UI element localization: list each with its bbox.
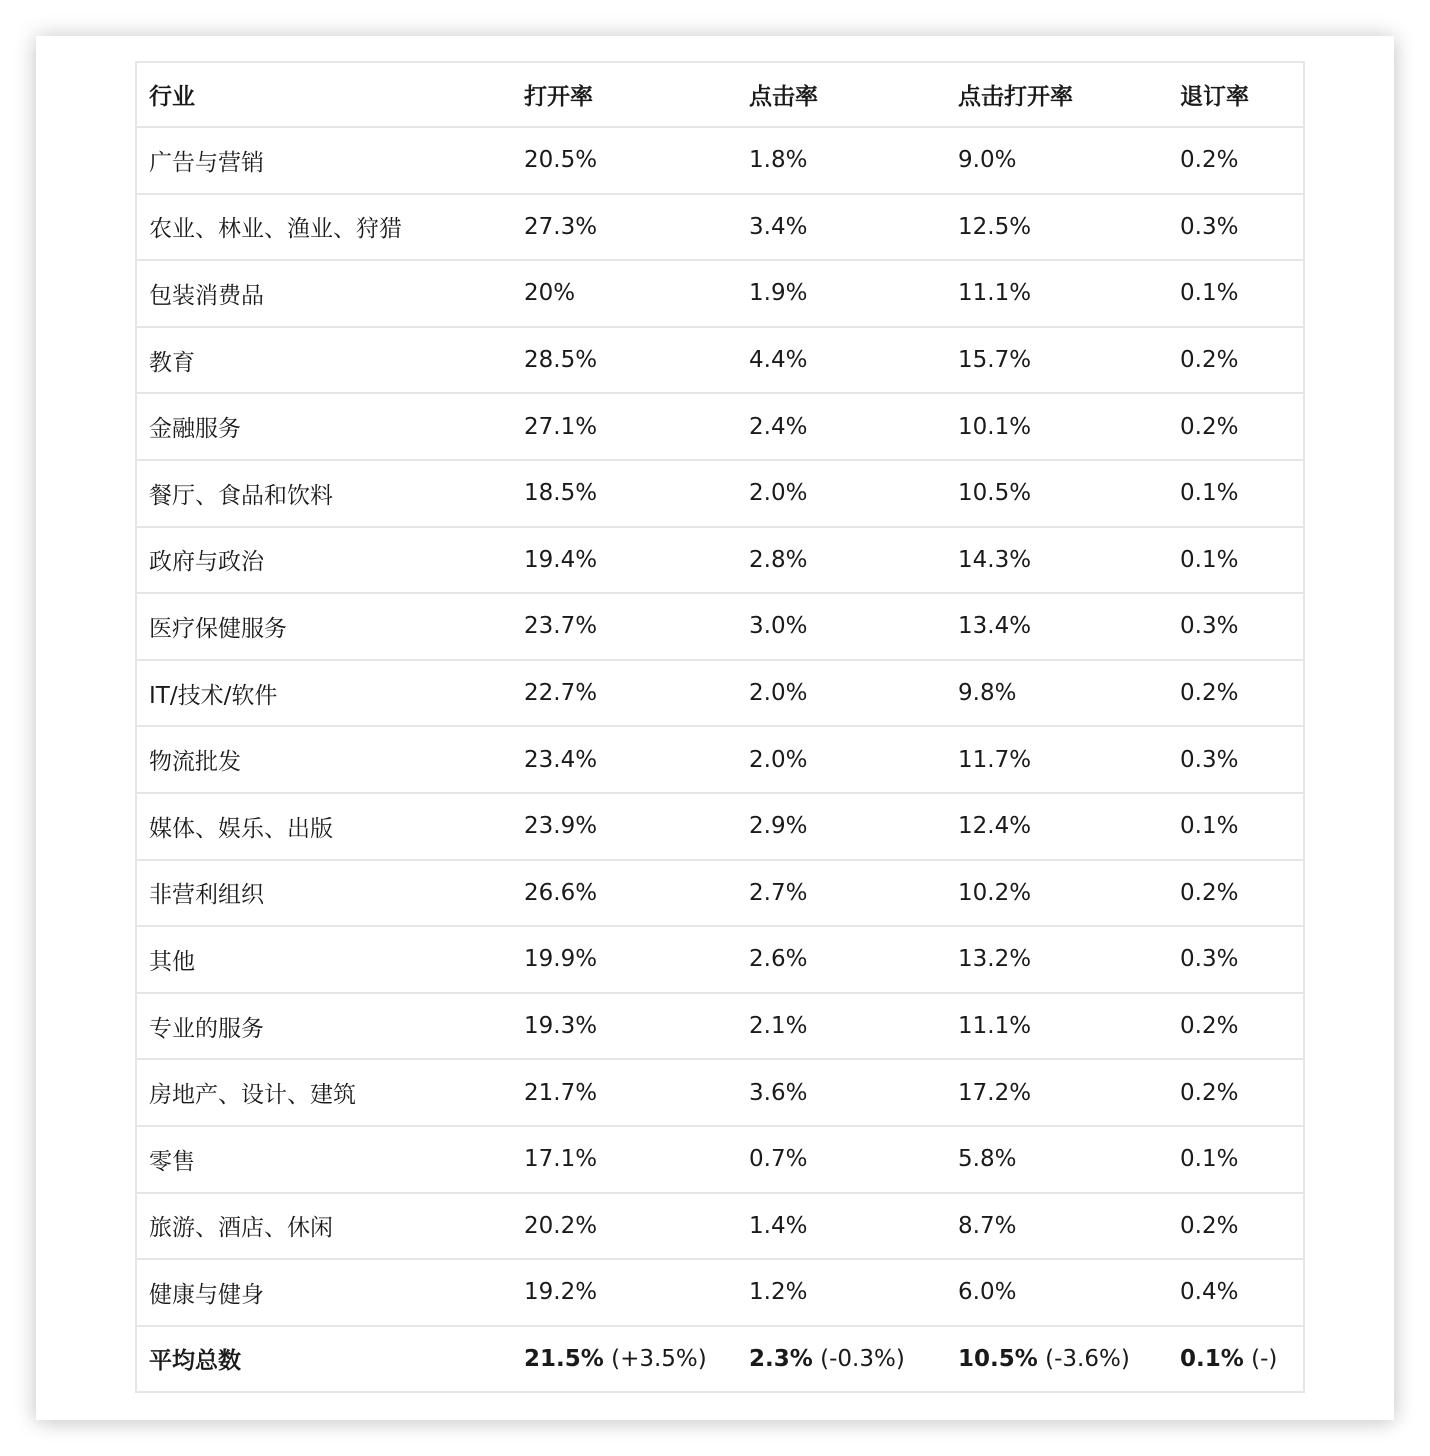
cell-click-rate: 3.0% [737,593,946,660]
cell-click-to-open-rate: 10.1% [946,393,1168,460]
table-row [136,726,1304,793]
table-row [136,327,1304,394]
cell-unsubscribe-rate: 0.2% [1168,327,1304,394]
cell-click-rate: 4.4% [737,327,946,394]
cell-open-rate: 23.9% [512,793,737,860]
cell-click-rate: 0.7% [737,1126,946,1193]
cell-industry: 教育 [136,327,512,394]
cell-industry: 物流批发 [136,726,512,793]
total-value: 10.5% [958,1345,1038,1372]
header-click-to-open-rate: 点击打开率 [946,62,1168,127]
cell-click-to-open-rate: 13.2% [946,926,1168,993]
cell-click-rate: 2.0% [737,726,946,793]
table-card [36,36,1394,1420]
table-row [136,393,1304,460]
table-row [136,793,1304,860]
cell-unsubscribe-rate: 0.1% [1168,793,1304,860]
cell-unsubscribe-rate: 0.3% [1168,926,1304,993]
table-row [136,993,1304,1060]
total-change: (-0.3%) [812,1345,905,1372]
cell-unsubscribe-rate: 0.4% [1168,1259,1304,1326]
cell-click-to-open-rate: 11.1% [946,993,1168,1060]
cell-click-rate: 3.4% [737,194,946,261]
cell-industry: 专业的服务 [136,993,512,1060]
cell-unsubscribe-rate: 0.2% [1168,127,1304,194]
cell-open-rate: 19.2% [512,1259,737,1326]
cell-click-rate: 3.6% [737,1059,946,1126]
cell-click-rate: 2.1% [737,993,946,1060]
cell-unsubscribe-rate: 0.2% [1168,1059,1304,1126]
cell-click-rate: 1.2% [737,1259,946,1326]
cell-industry: 医疗保健服务 [136,593,512,660]
total-unsubscribe-rate [1168,1326,1304,1393]
total-change: (-) [1243,1345,1278,1372]
cell-unsubscribe-rate: 0.3% [1168,726,1304,793]
cell-click-rate: 2.6% [737,926,946,993]
cell-industry: 餐厅、食品和饮料 [136,460,512,527]
cell-industry: 政府与政治 [136,527,512,594]
cell-unsubscribe-rate: 0.3% [1168,593,1304,660]
cell-click-rate: 2.0% [737,660,946,727]
table-row [136,1126,1304,1193]
table-row [136,660,1304,727]
cell-open-rate: 28.5% [512,327,737,394]
cell-unsubscribe-rate: 0.2% [1168,1193,1304,1260]
cell-open-rate: 19.4% [512,527,737,594]
cell-industry: 非营利组织 [136,860,512,927]
cell-open-rate: 18.5% [512,460,737,527]
cell-click-to-open-rate: 14.3% [946,527,1168,594]
total-label: 平均总数 [149,1348,241,1375]
cell-industry: 广告与营销 [136,127,512,194]
cell-open-rate: 20% [512,260,737,327]
cell-unsubscribe-rate: 0.3% [1168,194,1304,261]
cell-industry: 零售 [136,1126,512,1193]
cell-unsubscribe-rate: 0.2% [1168,660,1304,727]
cell-unsubscribe-rate: 0.2% [1168,860,1304,927]
cell-unsubscribe-rate: 0.1% [1168,1126,1304,1193]
cell-click-to-open-rate: 12.4% [946,793,1168,860]
table-row [136,1193,1304,1260]
cell-click-rate: 2.4% [737,393,946,460]
table-row [136,1259,1304,1326]
cell-click-rate: 2.7% [737,860,946,927]
cell-click-rate: 2.9% [737,793,946,860]
cell-open-rate: 21.7% [512,1059,737,1126]
table-row [136,926,1304,993]
total-click-rate [737,1326,946,1393]
header-row [136,62,1304,127]
cell-industry: 房地产、设计、建筑 [136,1059,512,1126]
cell-click-to-open-rate: 10.2% [946,860,1168,927]
cell-unsubscribe-rate: 0.2% [1168,993,1304,1060]
table-row [136,593,1304,660]
cell-click-to-open-rate: 9.8% [946,660,1168,727]
header-click-rate: 点击率 [737,62,946,127]
industry-email-benchmark-table [135,61,1305,1393]
cell-industry: 旅游、酒店、休闲 [136,1193,512,1260]
total-open-rate [512,1326,737,1393]
cell-unsubscribe-rate: 0.2% [1168,393,1304,460]
cell-click-rate: 1.9% [737,260,946,327]
cell-click-to-open-rate: 5.8% [946,1126,1168,1193]
cell-click-to-open-rate: 13.4% [946,593,1168,660]
table-row [136,127,1304,194]
table-row [136,1059,1304,1126]
total-change: (+3.5%) [603,1345,707,1372]
cell-click-rate: 2.0% [737,460,946,527]
cell-click-to-open-rate: 15.7% [946,327,1168,394]
table-row [136,527,1304,594]
cell-unsubscribe-rate: 0.1% [1168,460,1304,527]
cell-click-to-open-rate: 17.2% [946,1059,1168,1126]
total-value: 2.3% [749,1345,813,1372]
cell-unsubscribe-rate: 0.1% [1168,527,1304,594]
cell-open-rate: 20.5% [512,127,737,194]
cell-industry: 金融服务 [136,393,512,460]
cell-click-to-open-rate: 11.7% [946,726,1168,793]
header-open-rate: 打开率 [512,62,737,127]
table-row [136,860,1304,927]
cell-click-to-open-rate: 12.5% [946,194,1168,261]
cell-open-rate: 17.1% [512,1126,737,1193]
cell-click-to-open-rate: 8.7% [946,1193,1168,1260]
table-row [136,460,1304,527]
total-value: 0.1% [1180,1345,1244,1372]
cell-unsubscribe-rate: 0.1% [1168,260,1304,327]
cell-open-rate: 22.7% [512,660,737,727]
cell-click-rate: 2.8% [737,527,946,594]
cell-industry: 健康与健身 [136,1259,512,1326]
cell-industry: 农业、林业、渔业、狩猎 [136,194,512,261]
total-value: 21.5% [524,1345,604,1372]
cell-industry: 其他 [136,926,512,993]
total-click-to-open-rate [946,1326,1168,1393]
cell-click-to-open-rate: 10.5% [946,460,1168,527]
cell-open-rate: 20.2% [512,1193,737,1260]
cell-open-rate: 27.1% [512,393,737,460]
cell-open-rate: 19.9% [512,926,737,993]
header-unsubscribe-rate: 退订率 [1168,62,1304,127]
cell-open-rate: 27.3% [512,194,737,261]
cell-click-to-open-rate: 11.1% [946,260,1168,327]
cell-industry: 媒体、娱乐、出版 [136,793,512,860]
cell-industry: 包装消费品 [136,260,512,327]
cell-open-rate: 19.3% [512,993,737,1060]
cell-open-rate: 23.7% [512,593,737,660]
cell-open-rate: 26.6% [512,860,737,927]
table-row [136,194,1304,261]
cell-click-rate: 1.4% [737,1193,946,1260]
cell-click-to-open-rate: 9.0% [946,127,1168,194]
cell-open-rate: 23.4% [512,726,737,793]
cell-click-rate: 1.8% [737,127,946,194]
cell-industry: IT/技术/软件 [136,660,512,727]
table-row [136,260,1304,327]
cell-click-to-open-rate: 6.0% [946,1259,1168,1326]
total-change: (-3.6%) [1037,1345,1130,1372]
total-row [136,1326,1304,1393]
header-industry: 行业 [136,62,512,127]
